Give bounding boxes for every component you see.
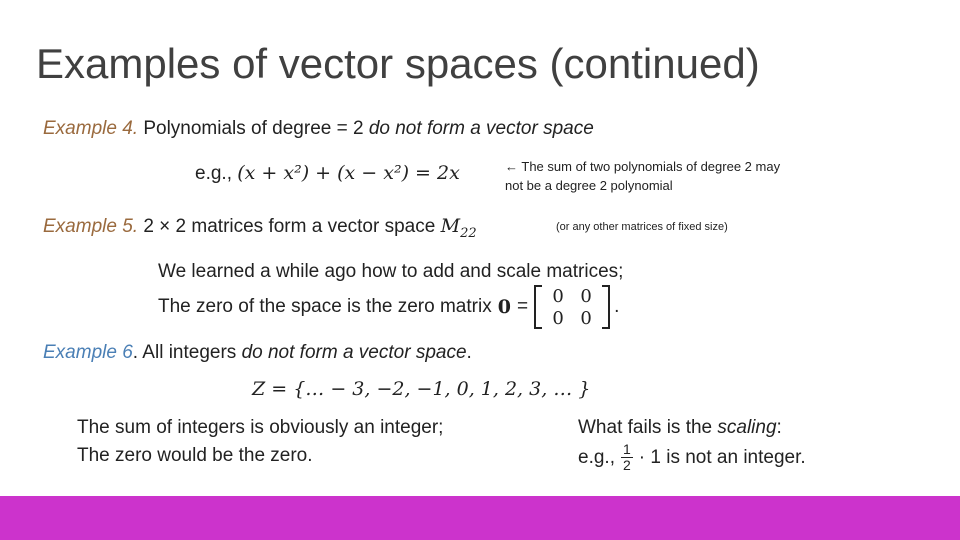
equals-sign: = [516,296,529,317]
example-4-eg: e.g., [195,163,232,184]
example-6-period: . [466,342,472,363]
left-bracket [534,285,542,329]
matrix-period: . [614,296,620,317]
example-6-heading [43,342,472,364]
scaling-colon: : [776,417,782,438]
example-6-text: All integers [142,342,237,363]
example-5-heading [43,215,477,241]
one-half-fraction [621,442,633,473]
zero-matrix [534,285,610,329]
example-4-note-line-1: The sum of two polynomials of degree 2 may [521,159,781,174]
matrix-cell: 0 [552,307,564,329]
space-subscript: 22 [460,225,477,241]
integer-set-formula: Z = {… − 3, −2, −1, 0, 1, 2, 3, … } [252,378,591,400]
scaling-pre: What fails is the [578,417,713,438]
example-4-emphasis: do not [368,118,422,139]
zero-vector-symbol: 0 [497,296,511,318]
example-5-text: 2 × 2 matrices form a vector space [143,216,436,237]
fraction-numerator: 1 [622,441,631,457]
example-4-formula-line [195,162,460,185]
example-4-emphasis-2: form a vector space [426,118,594,139]
right-bracket [602,285,610,329]
example-6-left-line-1: The sum of integers is obviously an integer; [77,417,444,438]
example-5-label: Example 5. [43,216,139,237]
footer-bar [0,496,960,540]
left-arrow-icon: ← [505,159,518,174]
example-6-left-line-2: The zero would be the zero. [77,445,313,466]
space-symbol: M [440,215,461,237]
matrix-cell: 0 [580,285,592,307]
example-4-note-line-2: not be a degree 2 polynomial [505,178,673,193]
example-4-note [505,157,780,195]
example-6-left-text [77,414,443,470]
example-4-label: Example 4. [43,118,139,139]
example-4-formula: (x + x²) + (x − x²) = 2x [237,162,460,184]
example-6-right-line-2 [578,442,806,473]
example-5-note: (or any other matrices of fixed size) [556,221,728,233]
example-5-line-2-row [158,285,619,329]
fraction-denominator: 2 [622,457,631,473]
example-5-line-2: The zero of the space is the zero matrix [158,296,492,317]
matrix-cell: 0 [580,307,592,329]
example-5-line-1: We learned a while ago how to add and scale matrices; [158,261,624,282]
scaling-result: · 1 is not an integer. [638,446,806,468]
scaling-word: scaling [717,417,777,438]
example-4-text: Polynomials of degree = 2 [143,118,364,139]
example-6-label-dot: . [132,342,139,363]
example-4-heading [43,118,594,140]
slide-title: Examples of vector spaces (continued) [36,40,760,87]
matrix-cell: 0 [552,285,564,307]
example-6-label: Example 6 [43,342,133,363]
scaling-eg: e.g., [578,446,615,468]
example-6-emphasis: do not form a vector space [241,342,467,363]
example-6-right-line-1 [578,417,782,439]
